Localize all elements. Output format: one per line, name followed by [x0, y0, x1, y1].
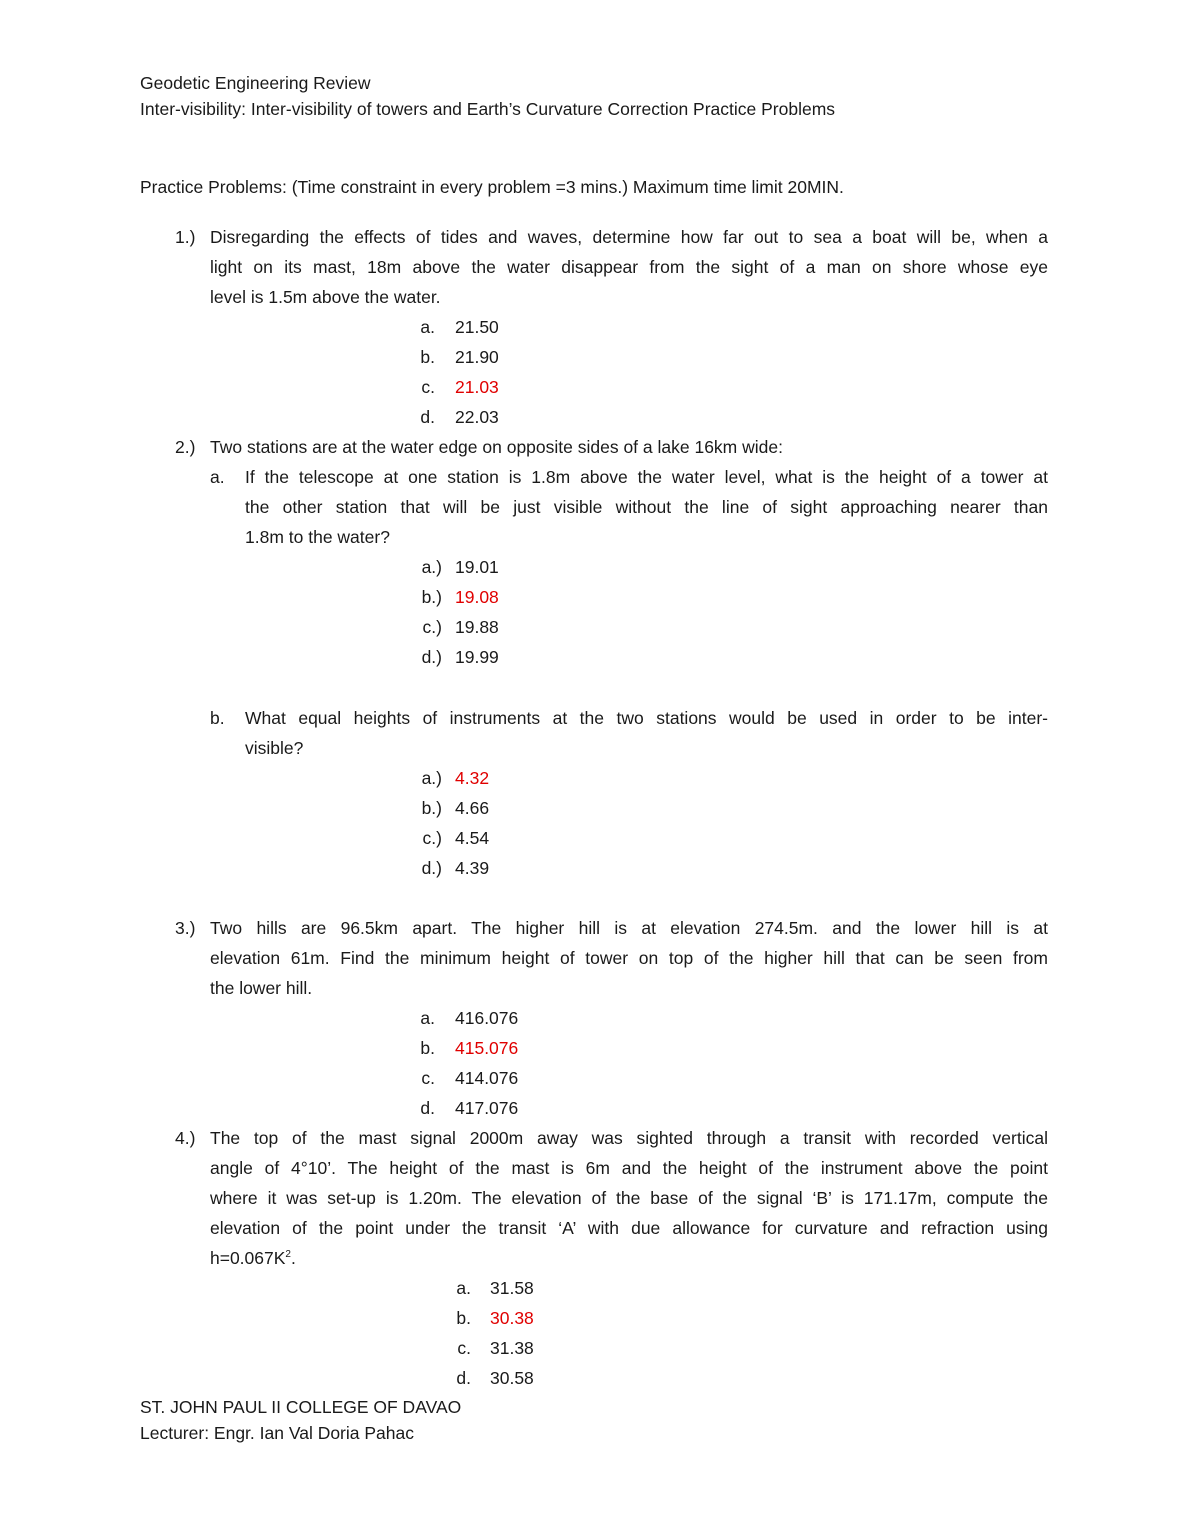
- option-item: [436, 1333, 534, 1363]
- option-item: [400, 1063, 519, 1093]
- problem-text: [210, 1123, 1048, 1273]
- problem-line: elevation 61m. Find the minimum height of tower on top of the higher hill that can be seen from: [210, 948, 1048, 968]
- option-value: 19.01: [455, 557, 499, 577]
- problem-line: Two hills are 96.5km apart. The higher hill is at elevation 274.5m. and the lower hill is at: [210, 918, 1048, 938]
- option-value: 31.38: [490, 1338, 534, 1358]
- option-value: 4.39: [455, 858, 490, 878]
- subpart-line: If the telescope at one station is 1.8m above the water level, what is the height of a tower at: [245, 467, 1048, 487]
- option-item: [400, 853, 490, 883]
- subpart-text: [245, 462, 1048, 552]
- problem-line: angle of 4°10’. The height of the mast is 6m and the height of the instrument above the point: [210, 1158, 1048, 1178]
- option-value-correct: 415.076: [455, 1038, 519, 1058]
- option-label: d.: [456, 1368, 471, 1388]
- problem-line: light on its mast, 18m above the water disappear from the sight of a man on shore whose eye: [210, 257, 1048, 277]
- option-item: [400, 1033, 519, 1063]
- option-value: 21.90: [455, 347, 499, 367]
- problem-text: [210, 913, 1048, 1003]
- option-item: [400, 402, 499, 432]
- subpart-label: a.: [210, 467, 225, 487]
- subpart-line: visible?: [245, 738, 304, 758]
- option-label: c.: [421, 377, 435, 397]
- option-item: [436, 1273, 534, 1303]
- option-label: b.: [420, 347, 435, 367]
- option-value: 19.99: [455, 647, 499, 667]
- option-label: c.: [421, 1068, 435, 1088]
- problem-number: 4.): [175, 1128, 196, 1148]
- option-item: [400, 763, 490, 793]
- option-value: 4.54: [455, 828, 490, 848]
- intro-text: Practice Problems: (Time constraint in every problem =3 mins.) Maximum time limit 20MIN.: [140, 177, 844, 197]
- option-item: [400, 342, 499, 372]
- problem-line: elevation of the point under the transit ‘A’ with due allowance for curvature and refraction using: [210, 1218, 1048, 1238]
- option-item: [400, 312, 499, 342]
- option-value: 417.076: [455, 1098, 519, 1118]
- footer-lecturer: Lecturer: Engr. Ian Val Doria Pahac: [140, 1423, 414, 1443]
- option-value: 31.58: [490, 1278, 534, 1298]
- subpart-label: b.: [210, 708, 225, 728]
- option-value: 22.03: [455, 407, 499, 427]
- header-subtitle: Inter-visibility: Inter-visibility of towers and Earth’s Curvature Correction Practice Problems: [140, 99, 836, 119]
- option-label: d.: [420, 1098, 435, 1118]
- problem-text: Two stations are at the water edge on opposite sides of a lake 16km wide:: [210, 437, 783, 457]
- option-label: c.): [422, 828, 442, 848]
- option-label: b.: [456, 1308, 471, 1328]
- subpart-line: What equal heights of instruments at the two stations would be used in order to be inter-: [245, 708, 1048, 728]
- header-title: Geodetic Engineering Review: [140, 73, 371, 93]
- option-item: [400, 823, 490, 853]
- option-value-correct: 30.38: [490, 1308, 534, 1328]
- option-item: [400, 552, 499, 582]
- problem-line: the lower hill.: [210, 978, 313, 998]
- subpart-line: the other station that will be just visible without the line of sight approaching nearer than: [245, 497, 1048, 517]
- option-item: [400, 612, 499, 642]
- option-value-correct: 19.08: [455, 587, 499, 607]
- option-value: 30.58: [490, 1368, 534, 1388]
- option-item: [400, 372, 499, 402]
- problem-line: The top of the mast signal 2000m away was sighted through a transit with recorded vertical: [210, 1128, 1048, 1148]
- option-item: [400, 793, 490, 823]
- footer-school: ST. JOHN PAUL II COLLEGE OF DAVAO: [140, 1397, 462, 1417]
- option-label: b.: [420, 1038, 435, 1058]
- option-item: [400, 1093, 519, 1123]
- option-label: d.: [420, 407, 435, 427]
- option-item: [436, 1303, 534, 1333]
- option-item: [400, 582, 499, 612]
- problem-number: 3.): [175, 918, 196, 938]
- option-label: a.: [420, 317, 435, 337]
- subpart-line: 1.8m to the water?: [245, 527, 390, 547]
- option-value: 416.076: [455, 1008, 519, 1028]
- option-value-correct: 21.03: [455, 377, 499, 397]
- option-label: a.): [421, 557, 442, 577]
- option-value: 414.076: [455, 1068, 519, 1088]
- option-label: d.): [421, 858, 442, 878]
- option-item: [400, 642, 499, 672]
- option-label: b.): [421, 798, 442, 818]
- problem-line: where it was set-up is 1.20m. The elevation of the base of the signal ‘B’ is 171.17m, compute the: [210, 1188, 1048, 1208]
- option-label: a.: [420, 1008, 435, 1028]
- option-item: [400, 1003, 519, 1033]
- problem-line: level is 1.5m above the water.: [210, 287, 441, 307]
- subpart-text: [245, 703, 1048, 763]
- formula-line: [210, 1243, 1048, 1273]
- option-label: c.): [422, 617, 442, 637]
- option-value: 19.88: [455, 617, 499, 637]
- problem-number: 2.): [175, 437, 196, 457]
- problem-text: [210, 222, 1048, 312]
- option-label: a.: [456, 1278, 471, 1298]
- formula-exponent: 2: [285, 1249, 291, 1261]
- option-item: [436, 1363, 534, 1393]
- option-value: 4.66: [455, 798, 490, 818]
- option-value-correct: 4.32: [455, 768, 490, 788]
- option-label: c.: [457, 1338, 471, 1358]
- formula-end: .: [290, 1248, 296, 1268]
- problem-number: 1.): [175, 227, 196, 247]
- option-label: d.): [421, 647, 442, 667]
- option-label: b.): [421, 587, 442, 607]
- problem-line: Disregarding the effects of tides and waves, determine how far out to sea a boat will be, when a: [210, 227, 1048, 247]
- option-label: a.): [421, 768, 442, 788]
- formula-text: h=0.067K: [210, 1248, 286, 1268]
- option-value: 21.50: [455, 317, 499, 337]
